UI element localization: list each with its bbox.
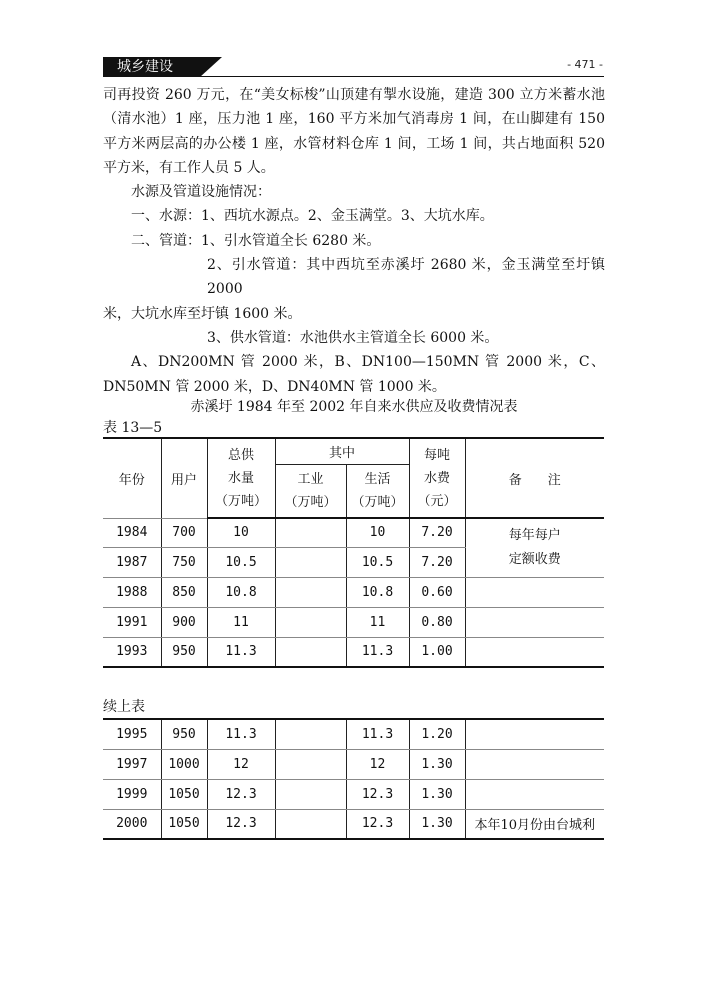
cell-industry (275, 809, 346, 839)
cell-industry (275, 719, 346, 749)
header-total-supply-l1: 总供 (227, 447, 254, 463)
cell-users: 950 (161, 719, 207, 749)
cell-total: 10.5 (207, 547, 275, 577)
cell-total: 10.8 (207, 577, 275, 607)
cell-domestic: 12.3 (346, 779, 409, 809)
header-tab-slant (200, 57, 222, 77)
cell-fee: 1.30 (409, 779, 465, 809)
cell-year: 1987 (103, 547, 161, 577)
header-among: 其中 (275, 438, 409, 464)
cell-year: 1991 (103, 607, 161, 637)
table-row (103, 749, 604, 779)
section-title-tab (103, 57, 201, 77)
cell-year: 1997 (103, 749, 161, 779)
cell-users: 950 (161, 637, 207, 667)
cell-domestic: 11 (346, 607, 409, 637)
paragraph-investment: 司再投资 260 万元，在“美女标梭”山顶建有掣水设施，建造 300 立方米蓄水池（清水池）1 座，压力池 1 座，160 平方米加气消毒房 1 间，在山脚建有 150 平方米两层高的办公楼 1 座，水管材料仓库 1 间，工场 1 间，共占地面积 520 平方米，有工作人员 5 人。 (103, 87, 605, 176)
section-title: 城乡建设 (117, 59, 173, 75)
cell-total: 10 (207, 518, 275, 547)
cell-industry (275, 779, 346, 809)
cell-fee: 0.80 (409, 607, 465, 637)
cell-users: 850 (161, 577, 207, 607)
pipe-specs: A、DN200MN 管 2000 米，B、DN100—150MN 管 2000 米，C、DN50MN 管 2000 米，D、DN40MN 管 1000 米。 (103, 354, 605, 395)
cell-domestic: 12.3 (346, 809, 409, 839)
cell-industry (275, 607, 346, 637)
cell-fee: 7.20 (409, 547, 465, 577)
table-row (103, 809, 604, 839)
pipeline-line-3: 3、供水管道：水池供水主管道全长 6000 米。 (207, 329, 499, 346)
cell-domestic: 10.5 (346, 547, 409, 577)
header-users: 用户 (161, 438, 207, 518)
cell-fee: 1.30 (409, 809, 465, 839)
cell-total: 12.3 (207, 809, 275, 839)
water-supply-table-continued (103, 718, 604, 840)
cell-domestic: 10.8 (346, 577, 409, 607)
note-line-2: 定额收费 (508, 551, 561, 567)
header-year: 年份 (103, 438, 161, 518)
table-label: 表 13—5 (103, 420, 163, 436)
pipeline-line-2a: 2、引水管道：其中西坑至赤溪圩 2680 米，金玉满堂至圩镇 2000 (207, 257, 605, 298)
header-industry-l2: （万吨） (284, 494, 337, 510)
cell-year: 1988 (103, 577, 161, 607)
header-total-supply (207, 438, 275, 518)
cell-users: 750 (161, 547, 207, 577)
header-domestic-l1: 生活 (364, 471, 391, 487)
cell-industry (275, 547, 346, 577)
cell-fee: 7.20 (409, 518, 465, 547)
cell-fee: 1.00 (409, 637, 465, 667)
cell-users: 1050 (161, 779, 207, 809)
cell-total: 11.3 (207, 719, 275, 749)
cell-note (465, 749, 604, 779)
table-row (103, 719, 604, 749)
cell-note (465, 719, 604, 749)
cell-users: 1050 (161, 809, 207, 839)
table-row (103, 518, 604, 547)
cell-year: 1993 (103, 637, 161, 667)
cell-total: 11 (207, 607, 275, 637)
header-industry-l1: 工业 (297, 471, 324, 487)
header-domestic-l2: （万吨） (351, 494, 404, 510)
header-fee-l2: 水费 (424, 470, 451, 486)
cell-year: 1999 (103, 779, 161, 809)
header-domestic (346, 464, 409, 518)
cell-users: 700 (161, 518, 207, 547)
cell-note-fixed-fee (465, 518, 604, 577)
cell-domestic: 10 (346, 518, 409, 547)
cell-fee: 0.60 (409, 577, 465, 607)
page-number: - 471 - (567, 58, 603, 71)
cell-fee: 1.30 (409, 749, 465, 779)
water-supply-table (103, 437, 604, 668)
cell-industry (275, 518, 346, 547)
cell-domestic: 11.3 (346, 719, 409, 749)
cell-year: 1984 (103, 518, 161, 547)
header-fee-l1: 每吨 (424, 447, 451, 463)
cell-total: 12 (207, 749, 275, 779)
cell-industry (275, 577, 346, 607)
header-fee (409, 438, 465, 518)
cell-domestic: 11.3 (346, 637, 409, 667)
cell-domestic: 12 (346, 749, 409, 779)
table-row (103, 779, 604, 809)
header-total-supply-l2: 水量 (227, 470, 254, 486)
cell-users: 1000 (161, 749, 207, 779)
cell-note (465, 779, 604, 809)
cell-industry (275, 749, 346, 779)
cell-industry (275, 637, 346, 667)
table-row (103, 637, 604, 667)
table-row (103, 607, 604, 637)
header-total-supply-l3: （万吨） (214, 493, 267, 509)
facilities-heading: 水源及管道设施情况： (131, 184, 271, 201)
cell-note: 本年10月份由台城利 (465, 809, 604, 839)
pipeline-line-1: 二、管道：1、引水管道全长 6280 米。 (131, 232, 381, 249)
water-source-line: 一、水源：1、西坑水源点。2、金玉满堂。3、大坑水库。 (131, 208, 494, 225)
cell-total: 11.3 (207, 637, 275, 667)
cell-total: 12.3 (207, 779, 275, 809)
table-title: 赤溪圩 1984 年至 2002 年自来水供应及收费情况表 (190, 399, 518, 415)
cell-note (465, 577, 604, 607)
cell-note (465, 637, 604, 667)
cell-note (465, 607, 604, 637)
cell-fee: 1.20 (409, 719, 465, 749)
header-rule (103, 76, 604, 77)
header-fee-l3: （元） (417, 493, 457, 509)
cell-year: 1995 (103, 719, 161, 749)
header-remarks: 备 注 (465, 438, 604, 518)
cell-year: 2000 (103, 809, 161, 839)
body-text (103, 83, 605, 399)
cell-users: 900 (161, 607, 207, 637)
table-row (103, 577, 604, 607)
note-line-1: 每年每户 (508, 527, 561, 543)
pipeline-line-2b: 米，大坑水库至圩镇 1600 米。 (103, 305, 302, 322)
header-industry (275, 464, 346, 518)
continued-label: 续上表 (103, 699, 145, 715)
